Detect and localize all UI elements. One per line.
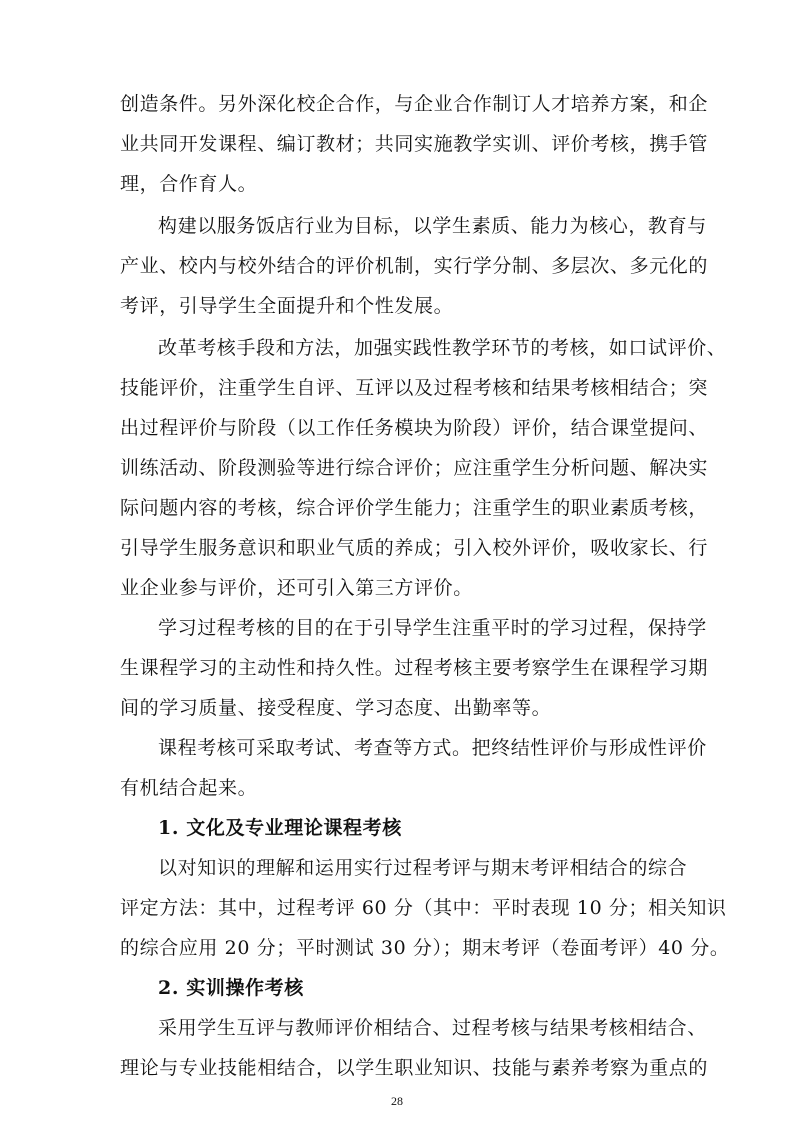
section-heading: 2. 实训操作考核	[158, 977, 304, 999]
section-heading: 1. 文化及专业理论课程考核	[158, 817, 402, 839]
paragraph-line: 间的学习质量、接受程度、学习态度、出勤率等。	[120, 697, 552, 719]
paragraph-line: 考评，引导学生全面提升和个性发展。	[120, 295, 454, 317]
paragraph-line: 评定方法：其中，过程考评 60 分（其中：平时表现 10 分；相关知识	[120, 897, 727, 919]
paragraph-line: 课程考核可采取考试、考查等方式。把终结性评价与形成性评价	[158, 737, 707, 759]
paragraph-line: 引导学生服务意识和职业气质的养成；引入校外评价，吸收家长、行	[120, 537, 709, 559]
paragraph-line: 业企业参与评价，还可引入第三方评价。	[120, 577, 473, 599]
paragraph-line: 以对知识的理解和运用实行过程考评与期末考评相结合的综合	[158, 857, 688, 879]
paragraph-line: 产业、校内与校外结合的评价机制，实行学分制、多层次、多元化的	[120, 255, 709, 277]
paragraph-line: 际问题内容的考核，综合评价学生能力；注重学生的职业素质考核，	[120, 497, 709, 519]
paragraph-line: 改革考核手段和方法，加强实践性教学环节的考核，如口试评价、	[158, 337, 727, 359]
paragraph-line: 训练活动、阶段测验等进行综合评价；应注重学生分析问题、解决实	[120, 457, 709, 479]
paragraph-line: 生课程学习的主动性和持久性。过程考核主要考察学生在课程学习期	[120, 657, 709, 679]
paragraph-line: 出过程评价与阶段（以工作任务模块为阶段）评价，结合课堂提问、	[120, 417, 709, 439]
paragraph-line: 有机结合起来。	[120, 777, 258, 799]
paragraph-line: 理论与专业技能相结合，以学生职业知识、技能与素养考察为重点的	[120, 1057, 709, 1079]
paragraph-line: 的综合应用 20 分；平时测试 30 分）；期末考评（卷面考评）40 分。	[120, 937, 730, 959]
paragraph-line: 技能评价，注重学生自评、互评以及过程考核和结果考核相结合；突	[120, 377, 709, 399]
paragraph-line: 构建以服务饭店行业为目标，以学生素质、能力为核心，教育与	[158, 215, 707, 237]
paragraph-line: 创造条件。另外深化校企合作，与企业合作制订人才培养方案，和企	[120, 93, 709, 115]
paragraph-line: 学习过程考核的目的在于引导学生注重平时的学习过程，保持学	[158, 617, 707, 639]
paragraph-line: 采用学生互评与教师评价相结合、过程考核与结果考核相结合、	[158, 1017, 707, 1039]
paragraph-line: 业共同开发课程、编订教材；共同实施教学实训、评价考核，携手管	[120, 133, 709, 155]
paragraph-line: 理，合作育人。	[120, 173, 258, 195]
page-number: 28	[391, 1094, 403, 1108]
